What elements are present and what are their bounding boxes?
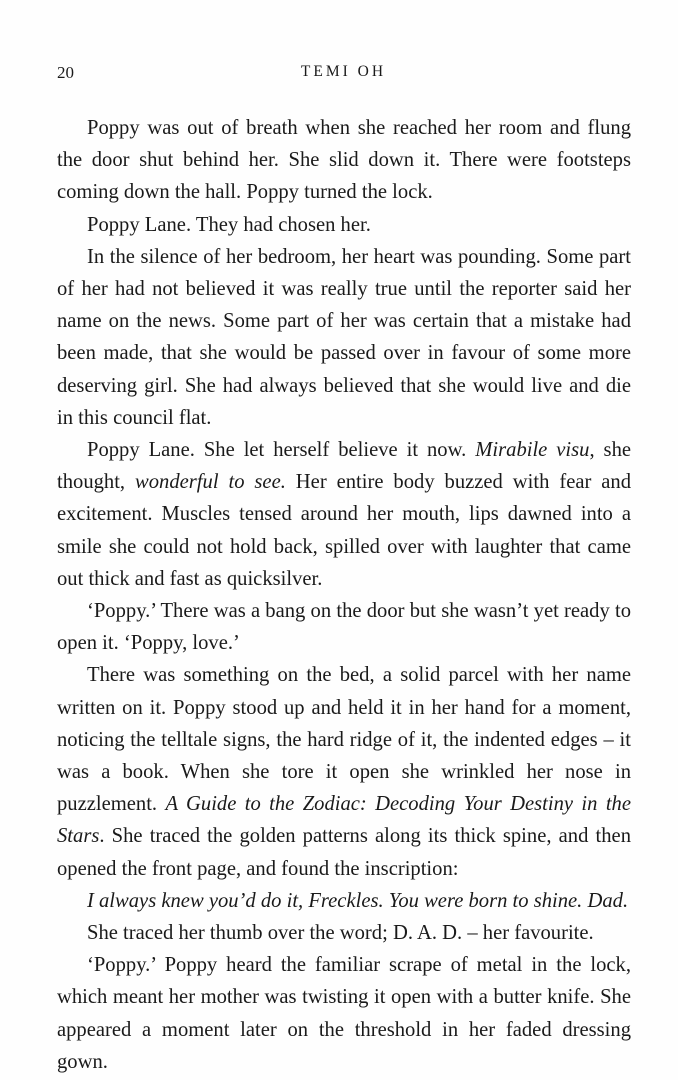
text-segment: In the silence of her bedroom, her heart was pounding. Some part of her had not believed it was really true until the reporter said her name on the news. Some part of her was certain that a mistake had been made, that she would be passed over in favour of some more deserving girl. She had always believed that she would live and die in this council flat.	[57, 245, 631, 429]
text-segment: Poppy was out of breath when she reached her room and flung the door shut behind her. She slid down it. There were footsteps coming down the hall. Poppy turned the lock.	[57, 117, 631, 204]
page-header	[57, 63, 630, 87]
text-segment: Poppy Lane. She let herself believe it now.	[87, 439, 476, 462]
text-segment: Her entire body buzzed with fear and excitement. Muscles tensed around her mouth, lips dawned into a smile she could not hold back, spilled over with laughter that came out thick and fast as quicksilver.	[57, 471, 631, 590]
paragraph	[57, 209, 631, 241]
paragraph	[57, 112, 631, 209]
paragraph	[57, 917, 631, 949]
body-text	[57, 112, 631, 1078]
italic-phrase: wonderful to see.	[135, 471, 286, 494]
paragraph	[57, 595, 631, 659]
text-segment: She traced her thumb over the word; D. A. D. – her favourite.	[87, 922, 594, 945]
text-segment: Poppy Lane. They had chosen her.	[87, 213, 371, 236]
text-segment: ‘Poppy.’ There was a bang on the door but she wasn’t yet ready to open it. ‘Poppy, love.’	[57, 600, 631, 655]
paragraph	[57, 949, 631, 1078]
paragraph	[57, 659, 631, 884]
text-segment: There was something on the bed, a solid parcel with her name written on it. Poppy stood up and held it in her hand for a moment, noticing the telltale signs, the hard ridge of it, the indented edges – it was a book. When she tore it open she wrinkled her nose in puzzlement.	[57, 664, 631, 816]
text-segment: , she thought,	[57, 439, 632, 494]
text-segment: ‘Poppy.’ Poppy heard the familiar scrape of metal in the lock, which meant her mother was twisting it open with a butter knife. She appeared a moment later on the threshold in her faded dressing gown.	[57, 954, 631, 1073]
paragraph	[57, 434, 631, 595]
italic-phrase: Mirabile visu	[475, 439, 590, 462]
book-title: A Guide to the Zodiac: Decoding Your Destiny in the Stars	[57, 793, 631, 848]
inscription-text: I always knew you’d do it, Freckles. You were born to shine. Dad.	[87, 889, 629, 912]
text-segment: . She traced the golden patterns along its thick spine, and then opened the front page, and found the inscription:	[57, 825, 631, 880]
paragraph	[57, 241, 631, 434]
running-head-author: TEMI OH	[300, 63, 387, 80]
page-number: 20	[57, 63, 74, 82]
inscription	[57, 885, 631, 917]
